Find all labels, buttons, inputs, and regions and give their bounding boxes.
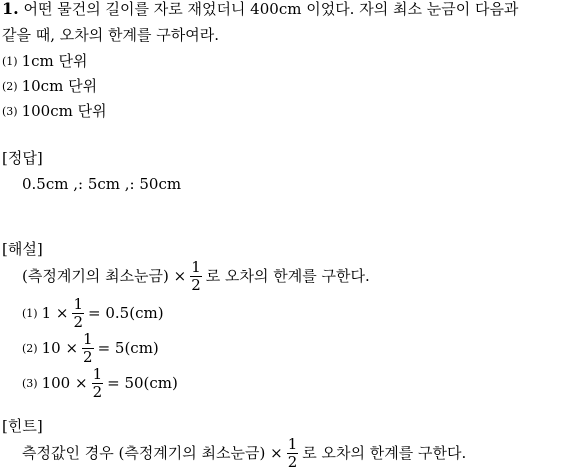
explanation-step-2: [22, 331, 159, 367]
rule-text-before: (측정계기의 최소눈금) ×: [22, 267, 187, 285]
fraction-denominator: 2: [191, 275, 201, 294]
explanation-rule: [22, 259, 370, 295]
question-part-3: [2, 102, 107, 121]
part-text: 10cm 단위: [21, 77, 98, 95]
question-text-1: 어떤 물건의 길이를 자로 재었더니 400cm 이었다. 자의 최소 눈금이 다음과: [23, 0, 519, 18]
explanation-label: [해설]: [2, 240, 43, 258]
question-part-2: [2, 77, 97, 96]
step-number: (1): [22, 307, 38, 320]
question-number: 1.: [2, 0, 19, 18]
part-text: 1cm 단위: [21, 52, 88, 70]
hint-label: [힌트]: [2, 417, 43, 435]
hint-rule: [22, 436, 466, 472]
fraction-one-half: [92, 366, 104, 401]
fraction-denominator: 2: [287, 452, 298, 471]
fraction-one-half: [287, 436, 299, 471]
answer-text: 0.5cm ,: 5cm ,: 50cm: [22, 175, 182, 193]
hint-text-after: 로 오차의 한계를 구한다.: [302, 444, 467, 462]
step-after: = 5(cm): [97, 339, 159, 357]
fraction-one-half: [72, 296, 84, 331]
fraction-numerator: 1: [287, 434, 298, 453]
explanation-step-3: [22, 366, 178, 402]
part-text: 100cm 단위: [21, 102, 107, 120]
part-number: (2): [2, 80, 18, 93]
question-line-1: [2, 0, 518, 18]
step-number: (3): [22, 377, 38, 390]
answer-label: [정답]: [2, 149, 43, 167]
step-before: 10 ×: [41, 339, 79, 357]
fraction-one-half: [82, 331, 94, 366]
question-line-2: [2, 26, 219, 44]
fraction-denominator: 2: [83, 347, 93, 366]
step-number: (2): [22, 342, 38, 355]
fraction-denominator: 2: [73, 312, 84, 331]
step-before: 100 ×: [41, 374, 88, 392]
hint-text-before: 측정값인 경우 (측정계기의 최소눈금) ×: [22, 444, 283, 462]
part-number: (1): [2, 55, 18, 68]
part-number: (3): [2, 105, 18, 118]
fraction-one-half: [190, 259, 202, 294]
fraction-denominator: 2: [92, 382, 103, 401]
fraction-numerator: 1: [191, 257, 201, 276]
fraction-numerator: 1: [73, 294, 84, 313]
step-before: 1 ×: [41, 304, 69, 322]
question-text-2: 같을 때, 오차의 한계를 구하여라.: [2, 26, 219, 44]
rule-text-after: 로 오차의 한계를 구한다.: [205, 267, 370, 285]
step-after: = 0.5(cm): [88, 304, 164, 322]
explanation-step-1: [22, 296, 164, 332]
fraction-numerator: 1: [83, 329, 93, 348]
question-part-1: [2, 52, 88, 71]
fraction-numerator: 1: [92, 364, 103, 383]
step-after: = 50(cm): [107, 374, 178, 392]
